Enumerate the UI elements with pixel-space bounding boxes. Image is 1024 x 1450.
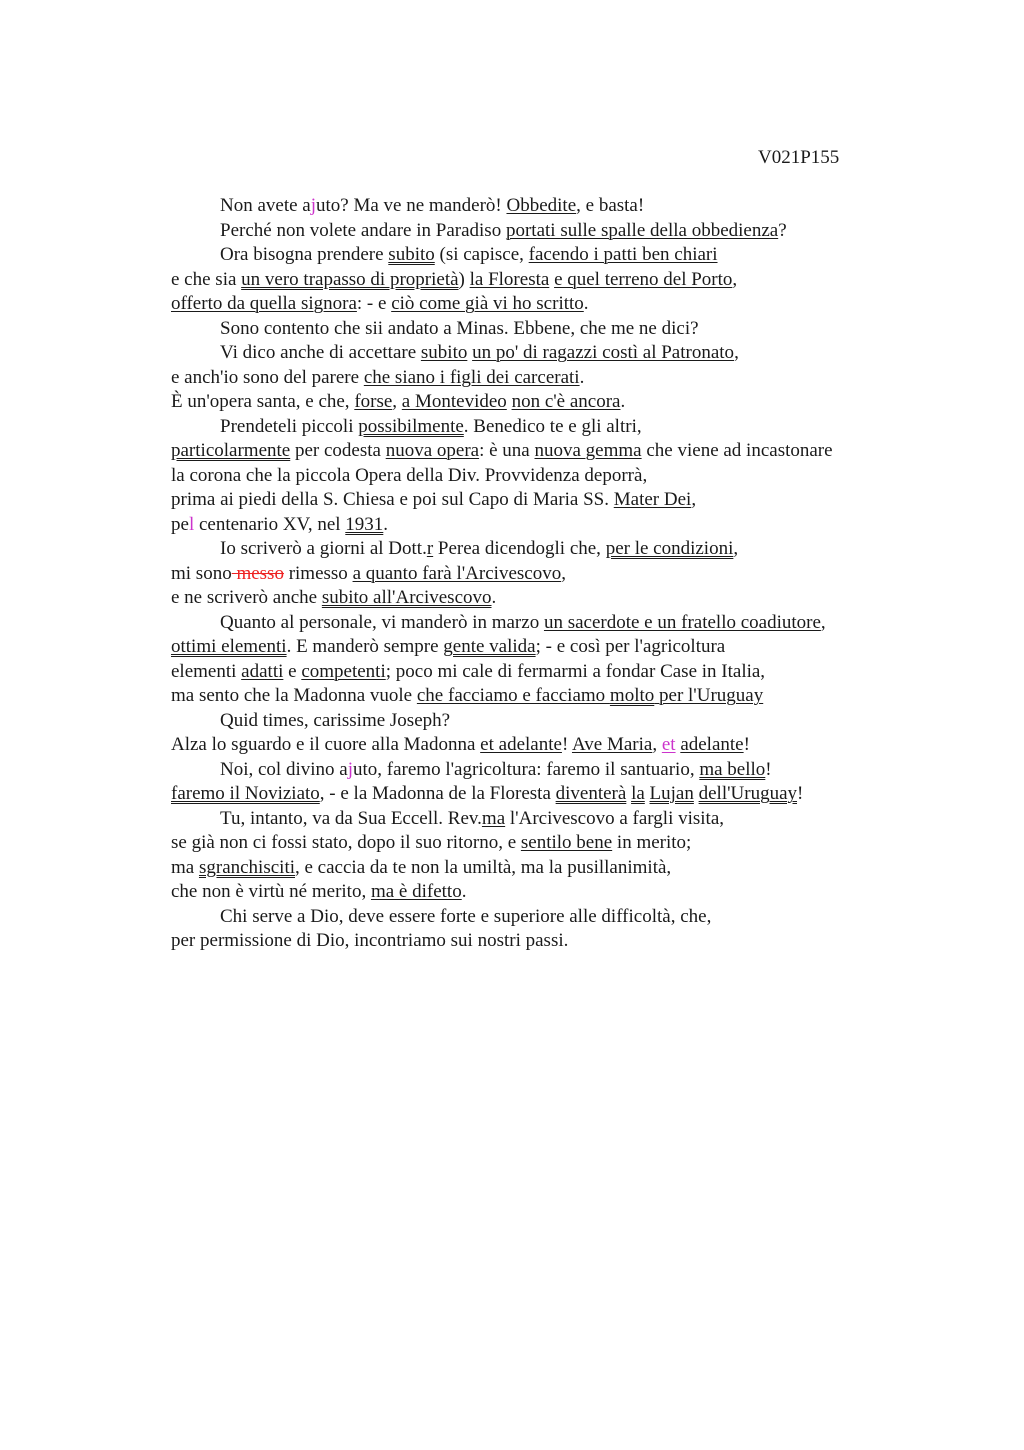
text-segment: mi sono <box>171 562 232 584</box>
annotated-text: Mater Dei <box>613 489 692 510</box>
text-segment: se già non ci fossi stato, dopo il suo ritorno, e <box>171 832 521 853</box>
annotated-text: r <box>426 538 434 559</box>
annotated-text: un vero trapasso di proprietà <box>241 268 459 290</box>
text-segment: . <box>579 366 585 388</box>
annotated-text: sgranchisciti <box>198 856 295 878</box>
text-segment: . <box>620 391 626 412</box>
text-segment: , <box>652 734 662 755</box>
text-segment: : è una <box>479 440 535 461</box>
text-segment: pe <box>171 513 189 535</box>
text-segment: e che sia <box>171 268 242 290</box>
annotated-text: subito <box>420 342 468 363</box>
annotated-text: un sacerdote e un fratello coadiutore <box>543 611 821 633</box>
annotated-text: Ave Maria <box>571 734 653 755</box>
text-line <box>171 415 1011 440</box>
annotated-text: ma <box>481 807 506 829</box>
annotated-text: ottimi elementi <box>171 636 287 657</box>
text-segment: Alza lo sguardo e il cuore alla Madonna <box>171 734 481 755</box>
text-segment: la corona che la piccola Opera della Div. Provvidenza deporrà, <box>171 464 648 486</box>
page-identifier: V021P155 <box>758 147 840 168</box>
text-segment: e anch'io sono del parere <box>171 366 364 388</box>
text-segment: l'Arcivescovo a fargli visita, <box>505 807 725 829</box>
text-segment: ) <box>458 268 470 290</box>
text-segment: prima ai piedi della S. Chiesa e poi sul Capo di Maria SS. <box>171 489 614 510</box>
text-line <box>171 660 1011 685</box>
text-segment: . <box>383 513 389 535</box>
annotated-text: 1931 <box>345 513 384 535</box>
text-segment: : - e <box>356 293 392 314</box>
annotated-text: la <box>631 783 645 804</box>
text-segment: , <box>733 538 739 559</box>
text-segment: Io scriverò a giorni al Dott. <box>220 538 427 559</box>
text-segment: Prendeteli piccoli <box>220 415 359 437</box>
annotated-text: per l'Uruguay <box>654 685 764 706</box>
text-line <box>171 611 1011 636</box>
text-segment: che viene ad incastonare <box>641 440 833 461</box>
text-line <box>171 194 1011 219</box>
annotated-text: subito all'Arcivescovo <box>321 587 492 608</box>
text-line <box>171 341 1011 366</box>
text-segment: ! <box>561 734 572 755</box>
text-line <box>171 292 1011 317</box>
text-segment: . <box>491 587 497 608</box>
text-segment: ; poco mi cale di fermarmi a fondar Case in Italia, <box>385 660 766 682</box>
annotated-text: Obbedite <box>506 195 577 216</box>
text-line <box>171 733 1011 758</box>
annotated-text: non c'è ancora <box>511 391 621 412</box>
text-line <box>171 464 1011 489</box>
annotated-text: particolarmente <box>171 440 291 461</box>
annotated-text: offerto da quella signora <box>171 293 357 314</box>
text-segment: Perché non volete andare in Paradiso <box>220 219 506 241</box>
text-line <box>171 488 1011 513</box>
text-segment: Quid times, carissime Joseph? <box>220 709 451 731</box>
text-segment: elementi <box>171 660 242 682</box>
text-segment: Ora bisogna prendere <box>220 244 389 265</box>
annotated-text: molto <box>609 685 655 706</box>
annotated-text: subito <box>388 244 435 265</box>
text-line <box>171 880 1011 905</box>
annotated-text: forse <box>354 391 393 412</box>
text-line <box>171 219 1011 244</box>
annotated-text: la Floresta <box>469 268 550 290</box>
text-line <box>171 856 1011 881</box>
text-segment: È un'opera santa, e che, <box>171 391 355 412</box>
text-line <box>171 317 1011 342</box>
text-segment: Quanto al personale, vi manderò in marzo <box>220 611 544 633</box>
text-segment: Perea dicendogli che, <box>433 538 606 559</box>
text-segment: . <box>461 881 467 902</box>
annotated-text: e quel terreno del Porto <box>554 268 733 290</box>
annotated-text: messo <box>231 562 284 584</box>
annotated-text: ma bello <box>699 758 766 780</box>
text-line <box>171 905 1011 930</box>
text-line <box>171 439 1011 464</box>
annotated-text: dell'Uruguay <box>698 783 798 804</box>
text-segment: Sono contento che sii andato a Minas. Ebbene, che me ne dici? <box>220 317 699 339</box>
annotated-text: Lujan <box>649 783 694 804</box>
text-line <box>171 929 1011 954</box>
text-line <box>171 807 1011 832</box>
annotated-text: ciò come già vi ho scritto <box>391 293 584 314</box>
text-segment: e ne scriverò anche <box>171 587 322 608</box>
text-segment: ma sento che la Madonna vuole <box>171 685 417 706</box>
text-segment: in merito; <box>612 832 692 853</box>
text-segment: , <box>561 562 566 584</box>
text-segment: ma <box>171 856 199 878</box>
text-line <box>171 537 1011 562</box>
annotated-text: a quanto farà l'Arcivescovo <box>352 562 562 584</box>
text-segment: Tu, intanto, va da Sua Eccell. Rev. <box>220 807 482 829</box>
annotated-text: facendo i patti ben chiari <box>528 244 718 265</box>
annotated-text: l <box>188 513 195 535</box>
text-line <box>171 709 1011 734</box>
annotated-text: et adelante <box>480 734 562 755</box>
text-segment: , e caccia da te non la umiltà, ma la pusillanimità, <box>295 856 672 878</box>
annotated-text: che siano i figli dei carcerati <box>363 366 580 388</box>
text-segment: (si capisce, <box>434 244 529 265</box>
text-segment: , - e la Madonna de la Floresta <box>319 783 556 804</box>
text-line <box>171 684 1011 709</box>
annotated-text: j <box>347 758 353 780</box>
text-segment: , <box>392 391 402 412</box>
text-segment: rimesso <box>283 562 353 584</box>
annotated-text: a Montevideo <box>401 391 507 412</box>
annotated-text: per le condizioni <box>605 538 734 559</box>
text-segment: ! <box>797 783 804 804</box>
text-segment: , <box>691 489 697 510</box>
annotated-text: portati sulle spalle della obbedienza <box>505 219 779 241</box>
text-segment: ! <box>743 734 750 755</box>
text-line <box>171 586 1011 611</box>
annotated-text: competenti <box>301 660 386 682</box>
text-segment: . E manderò sempre <box>286 636 444 657</box>
text-segment: , e basta! <box>576 195 645 216</box>
annotated-text: j <box>310 195 317 216</box>
annotated-text: che facciamo e facciamo <box>416 685 610 706</box>
text-segment: , <box>732 268 738 290</box>
annotated-text: sentilo bene <box>520 832 613 853</box>
annotated-text: un po' di ragazzi costì al Patronato <box>472 342 735 363</box>
text-segment: Vi dico anche di accettare <box>220 342 421 363</box>
text-segment: per permissione di Dio, incontriamo sui nostri passi. <box>171 930 569 951</box>
text-segment: , <box>820 611 826 633</box>
text-line <box>171 390 1011 415</box>
text-line <box>171 831 1011 856</box>
annotated-text: possibilmente <box>358 415 464 437</box>
text-segment: uto? Ma ve ne manderò! <box>316 195 507 216</box>
letter-body <box>171 194 1011 954</box>
text-segment: ? <box>778 219 787 241</box>
text-line <box>171 513 1011 538</box>
text-segment: Non avete a <box>220 195 311 216</box>
annotated-text: et <box>661 734 676 755</box>
text-segment: ! <box>765 758 772 780</box>
text-segment: uto, faremo l'agricoltura: faremo il santuario, <box>352 758 700 780</box>
text-segment: e <box>283 660 302 682</box>
annotated-text: adelante <box>680 734 744 755</box>
annotated-text: diventerà <box>555 783 627 804</box>
text-segment: ; - e così per l'agricoltura <box>535 636 726 657</box>
text-segment: per codesta <box>290 440 386 461</box>
text-segment: . Benedico te e gli altri, <box>463 415 642 437</box>
text-line <box>171 782 1011 807</box>
text-segment: Noi, col divino a <box>220 758 348 780</box>
text-segment: Chi serve a Dio, deve essere forte e superiore alle difficoltà, che, <box>220 905 712 927</box>
text-line <box>171 243 1011 268</box>
text-segment: , <box>734 342 739 363</box>
annotated-text: nuova opera <box>385 440 480 461</box>
text-line <box>171 366 1011 391</box>
text-line <box>171 268 1011 293</box>
annotated-text: nuova gemma <box>534 440 642 461</box>
text-line <box>171 635 1011 660</box>
text-segment: . <box>583 293 589 314</box>
annotated-text: faremo il Noviziato <box>171 783 320 804</box>
text-line <box>171 758 1011 783</box>
annotated-text: ma è difetto <box>370 881 462 902</box>
text-segment: che non è virtù né merito, <box>171 881 371 902</box>
text-segment: centenario XV, nel <box>194 513 346 535</box>
annotated-text: adatti <box>241 660 284 682</box>
annotated-text: gente valida <box>443 636 536 657</box>
text-line <box>171 562 1011 587</box>
